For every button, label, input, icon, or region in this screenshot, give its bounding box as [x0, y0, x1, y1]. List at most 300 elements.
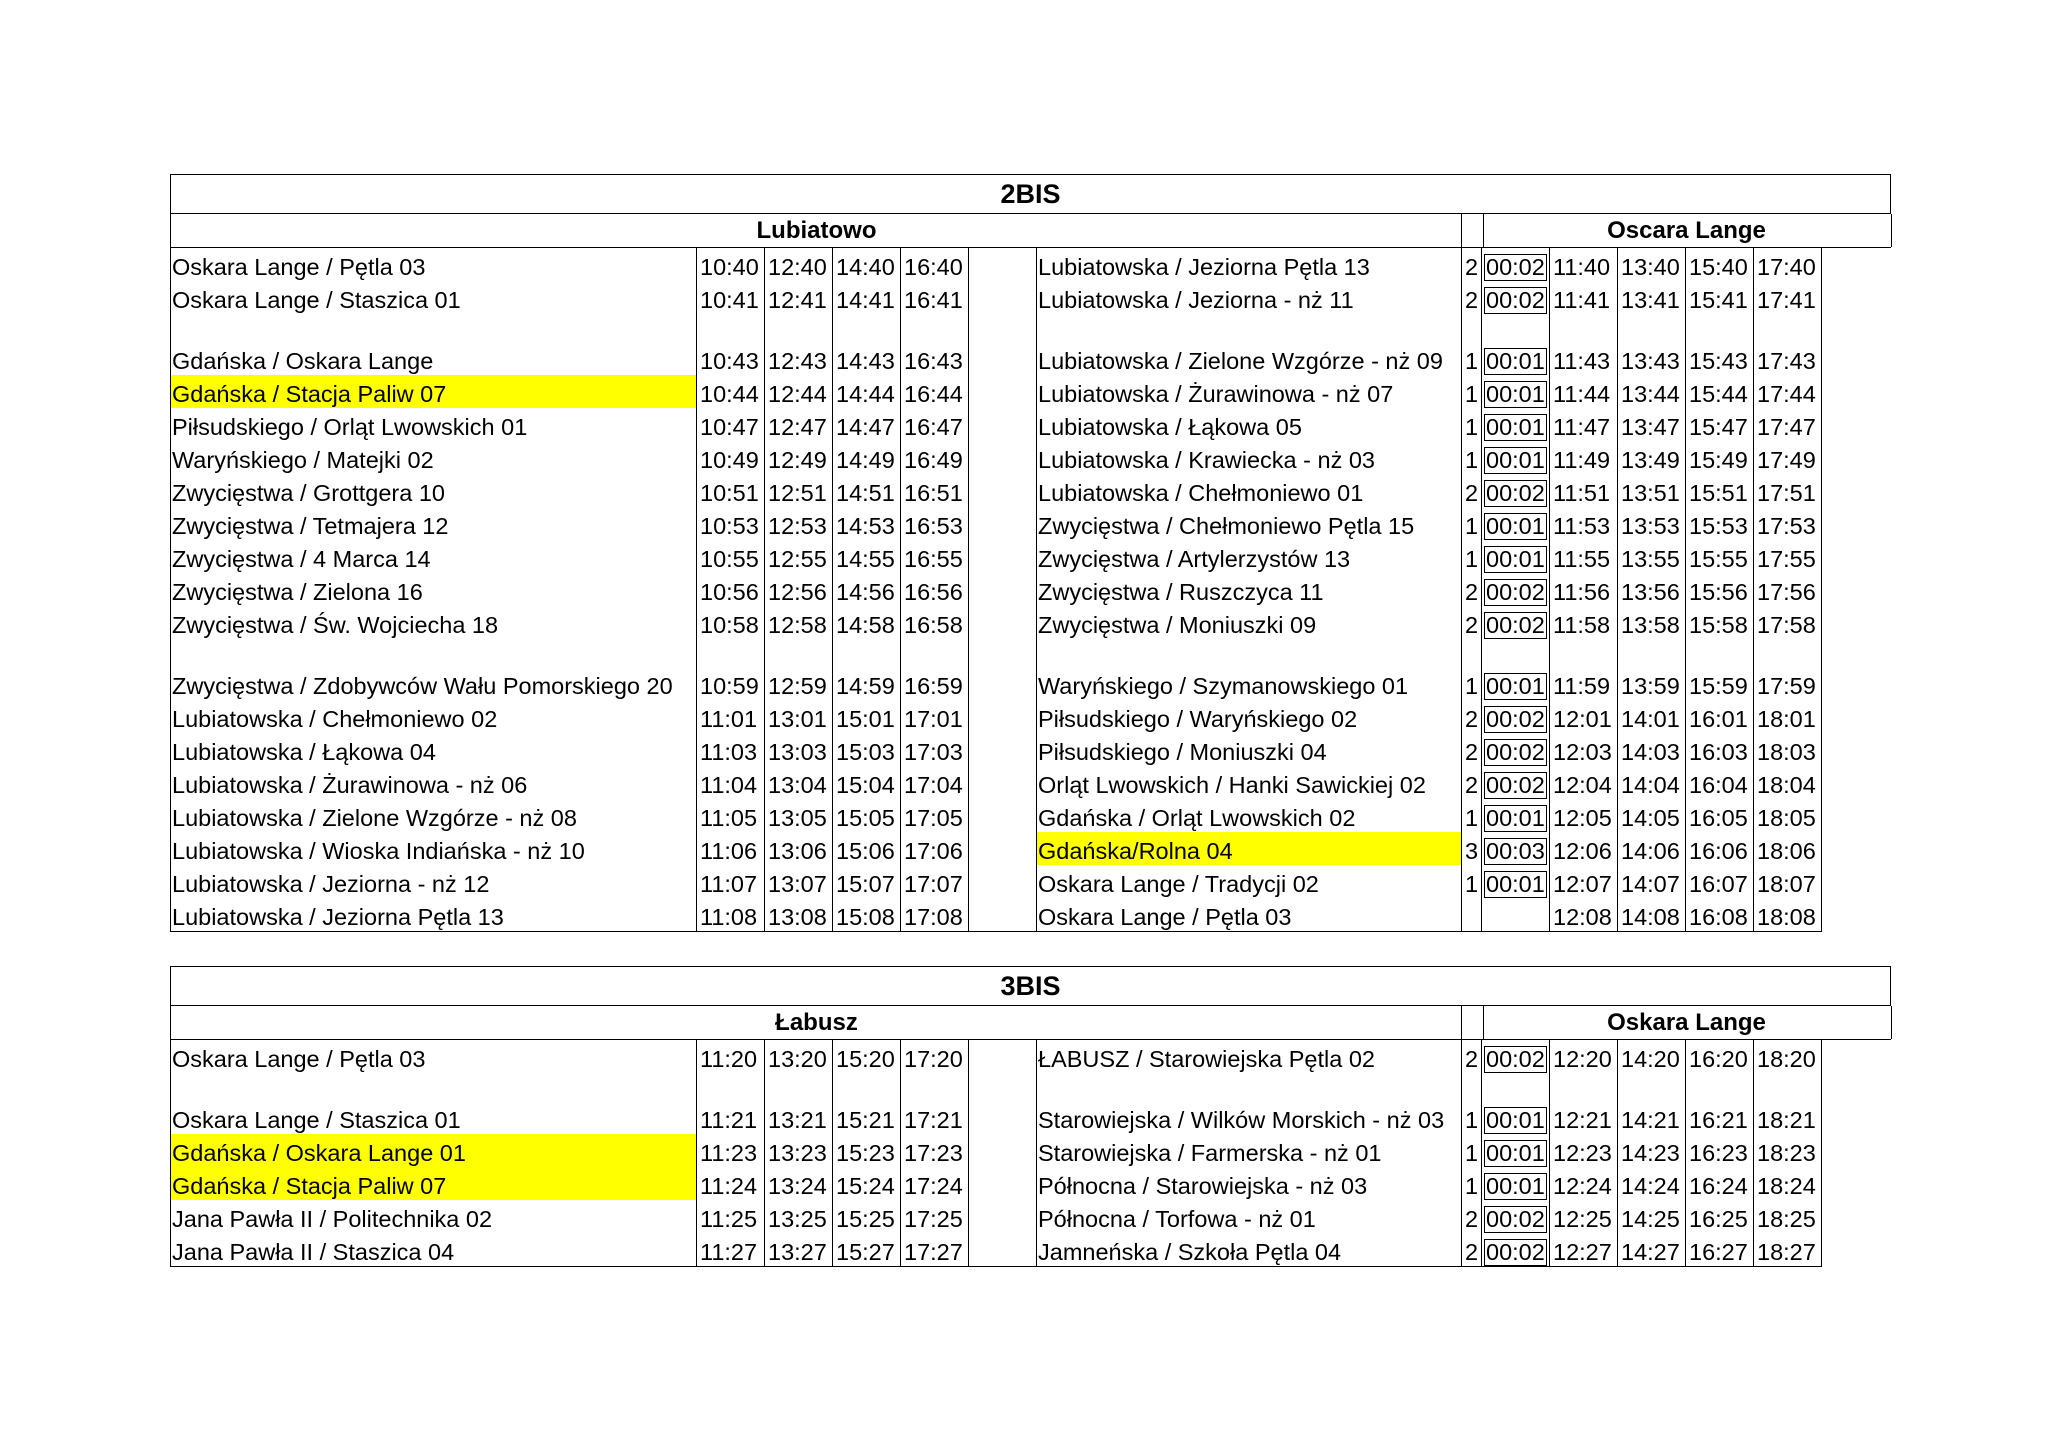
departure-time: 11:03: [697, 733, 765, 766]
interval-value: 00:01: [1486, 348, 1545, 374]
table-row: [171, 865, 1822, 898]
stop-name-outbound: Lubiatowska / Zielone Wzgórze - nż 08: [171, 799, 697, 832]
departure-time: 12:59: [765, 639, 833, 700]
departure-time: 11:01: [697, 700, 765, 733]
direction-header-left: Łabusz: [170, 1006, 1462, 1039]
departure-time: 10:40: [697, 248, 765, 281]
interval-cell: [1482, 507, 1550, 540]
departure-time: 11:44: [1550, 375, 1618, 408]
departure-time: 16:07: [1686, 865, 1754, 898]
departure-time: 13:55: [1618, 540, 1686, 573]
interval-cell: [1482, 281, 1550, 314]
table-row: [171, 441, 1822, 474]
column-gap: [969, 281, 1037, 314]
departure-time: 16:47: [901, 408, 969, 441]
departure-time: 11:43: [1550, 314, 1618, 375]
departure-time: 16:03: [1686, 733, 1754, 766]
departure-time: 14:43: [833, 314, 901, 375]
departure-time: 14:49: [833, 441, 901, 474]
departure-time: 15:25: [833, 1200, 901, 1233]
interval-value: 00:01: [1486, 546, 1545, 572]
travel-offset: 3: [1462, 832, 1482, 865]
departure-time: 16:23: [1686, 1134, 1754, 1167]
travel-offset: 2: [1462, 248, 1482, 281]
route-title: 3BIS: [170, 966, 1891, 1006]
table-row: [171, 733, 1822, 766]
departure-time: 12:41: [765, 281, 833, 314]
departure-time: 17:53: [1754, 507, 1822, 540]
interval-value: 00:02: [1486, 612, 1545, 638]
interval-value: 00:01: [1486, 1107, 1545, 1133]
table-row: [171, 700, 1822, 733]
departure-time: 15:49: [1686, 441, 1754, 474]
stop-name-outbound: Lubiatowska / Jeziorna Pętla 13: [171, 898, 697, 932]
departure-time: 11:41: [1550, 281, 1618, 314]
departure-time: 14:07: [1618, 865, 1686, 898]
departure-time: 13:06: [765, 832, 833, 865]
departure-time: 13:44: [1618, 375, 1686, 408]
column-gap: [969, 1167, 1037, 1200]
column-gap: [969, 408, 1037, 441]
stop-name-return: Waryńskiego / Szymanowskiego 01: [1037, 639, 1462, 700]
departure-time: 15:01: [833, 700, 901, 733]
stop-name-return: Lubiatowska / Łąkowa 05: [1037, 408, 1462, 441]
departure-time: 12:44: [765, 375, 833, 408]
departure-time: 11:04: [697, 766, 765, 799]
stop-name-return: Lubiatowska / Jeziorna Pętla 13: [1037, 248, 1462, 281]
travel-offset: 2: [1462, 281, 1482, 314]
departure-time: 12:21: [1550, 1073, 1618, 1134]
travel-offset: 1: [1462, 639, 1482, 700]
stop-name-return: Zwycięstwa / Ruszczyca 11: [1037, 573, 1462, 606]
departure-time: 12:27: [1550, 1233, 1618, 1267]
departure-time: 13:53: [1618, 507, 1686, 540]
interval-cell: [1482, 1200, 1550, 1233]
travel-offset: 1: [1462, 375, 1482, 408]
travel-offset: 1: [1462, 441, 1482, 474]
travel-offset: 2: [1462, 1040, 1482, 1073]
stop-name-return: Piłsudskiego / Waryńskiego 02: [1037, 700, 1462, 733]
departure-time: 13:23: [765, 1134, 833, 1167]
interval-cell: [1482, 474, 1550, 507]
departure-time: 13:56: [1618, 573, 1686, 606]
departure-time: 16:59: [901, 639, 969, 700]
departure-time: 13:01: [765, 700, 833, 733]
departure-time: 17:07: [901, 865, 969, 898]
column-gap: [969, 766, 1037, 799]
departure-time: 13:20: [765, 1040, 833, 1073]
column-gap: [969, 832, 1037, 865]
interval-value: 00:01: [1486, 805, 1545, 831]
departure-time: 18:01: [1754, 700, 1822, 733]
departure-time: 12:04: [1550, 766, 1618, 799]
departure-time: 15:20: [833, 1040, 901, 1073]
departure-time: 12:53: [765, 507, 833, 540]
column-gap: [969, 700, 1037, 733]
departure-time: 11:25: [697, 1200, 765, 1233]
departure-time: 14:58: [833, 606, 901, 639]
interval-cell: [1482, 540, 1550, 573]
departure-time: 16:43: [901, 314, 969, 375]
interval-value: 00:01: [1486, 1173, 1545, 1199]
table-row: [171, 408, 1822, 441]
departure-time: 15:23: [833, 1134, 901, 1167]
departure-time: 18:20: [1754, 1040, 1822, 1073]
departure-time: 10:59: [697, 639, 765, 700]
departure-time: 11:51: [1550, 474, 1618, 507]
departure-time: 17:59: [1754, 639, 1822, 700]
departure-time: 18:25: [1754, 1200, 1822, 1233]
interval-value: 00:02: [1486, 579, 1545, 605]
column-gap: [969, 314, 1037, 375]
departure-time: 17:41: [1754, 281, 1822, 314]
departure-time: 14:04: [1618, 766, 1686, 799]
departure-time: 11:59: [1550, 639, 1618, 700]
departure-time: 11:20: [697, 1040, 765, 1073]
table-row: [171, 639, 1822, 700]
departure-time: 17:08: [901, 898, 969, 932]
column-gap: [969, 898, 1037, 932]
departure-time: 17:06: [901, 832, 969, 865]
departure-time: 16:24: [1686, 1167, 1754, 1200]
stop-name-outbound: Lubiatowska / Jeziorna - nż 12: [171, 865, 697, 898]
interval-cell: [1482, 733, 1550, 766]
column-gap: [969, 639, 1037, 700]
departure-time: 13:59: [1618, 639, 1686, 700]
stop-name-return: Gdańska / Orląt Lwowskich 02: [1037, 799, 1462, 832]
departure-time: 14:44: [833, 375, 901, 408]
departure-time: 15:55: [1686, 540, 1754, 573]
departure-time: 14:51: [833, 474, 901, 507]
stop-name-return: Gdańska/Rolna 04: [1037, 832, 1462, 865]
table-row: [171, 375, 1822, 408]
direction-header-left: Lubiatowo: [170, 214, 1462, 247]
departure-time: 15:06: [833, 832, 901, 865]
stop-name-return: Północna / Torfowa - nż 01: [1037, 1200, 1462, 1233]
stop-name-outbound: Lubiatowska / Żurawinowa - nż 06: [171, 766, 697, 799]
stop-name-outbound: Oskara Lange / Pętla 03: [171, 1040, 697, 1073]
departure-time: 13:04: [765, 766, 833, 799]
travel-offset: 2: [1462, 474, 1482, 507]
travel-offset: 1: [1462, 314, 1482, 375]
departure-time: 14:06: [1618, 832, 1686, 865]
departure-time: 15:24: [833, 1167, 901, 1200]
interval-value: 00:01: [1486, 673, 1545, 699]
departure-time: 16:25: [1686, 1200, 1754, 1233]
departure-time: 12:51: [765, 474, 833, 507]
interval-value: 00:01: [1486, 381, 1545, 407]
departure-time: 11:05: [697, 799, 765, 832]
travel-offset: 2: [1462, 700, 1482, 733]
interval-cell: [1482, 1233, 1550, 1267]
departure-time: 15:40: [1686, 248, 1754, 281]
interval-value: 00:02: [1486, 739, 1545, 765]
stop-name-return: Starowiejska / Wilków Morskich - nż 03: [1037, 1073, 1462, 1134]
table-row: [171, 1134, 1822, 1167]
table-row: [171, 1073, 1822, 1134]
departure-time: 11:47: [1550, 408, 1618, 441]
departure-time: 15:27: [833, 1233, 901, 1267]
timetable-2bis: [170, 174, 1891, 932]
interval-cell: [1482, 573, 1550, 606]
schedule-table: [170, 248, 1822, 932]
interval-value: 00:01: [1486, 513, 1545, 539]
departure-time: 18:06: [1754, 832, 1822, 865]
stop-name-return: Lubiatowska / Zielone Wzgórze - nż 09: [1037, 314, 1462, 375]
interval-cell: [1482, 1134, 1550, 1167]
departure-time: 11:58: [1550, 606, 1618, 639]
departure-time: 10:47: [697, 408, 765, 441]
departure-time: 15:44: [1686, 375, 1754, 408]
departure-time: 15:04: [833, 766, 901, 799]
table-row: [171, 540, 1822, 573]
interval-cell: [1482, 375, 1550, 408]
column-gap: [969, 1200, 1037, 1233]
interval-cell: [1482, 606, 1550, 639]
interval-cell: [1482, 898, 1550, 932]
departure-time: 11:06: [697, 832, 765, 865]
departure-time: 17:56: [1754, 573, 1822, 606]
departure-time: 11:21: [697, 1073, 765, 1134]
departure-time: 13:40: [1618, 248, 1686, 281]
table-row: [171, 281, 1822, 314]
stop-name-outbound: Gdańska / Stacja Paliw 07: [171, 375, 697, 408]
departure-time: 12:55: [765, 540, 833, 573]
departure-time: 11:07: [697, 865, 765, 898]
interval-value: 00:02: [1486, 1239, 1545, 1265]
departure-time: 16:06: [1686, 832, 1754, 865]
header-spacer: [1461, 1006, 1484, 1039]
timetable-3bis: [170, 966, 1891, 1267]
table-row: [171, 799, 1822, 832]
interval-cell: [1482, 700, 1550, 733]
departure-time: 15:05: [833, 799, 901, 832]
departure-time: 12:07: [1550, 865, 1618, 898]
departure-time: 10:58: [697, 606, 765, 639]
column-gap: [969, 375, 1037, 408]
column-gap: [969, 573, 1037, 606]
departure-time: 10:53: [697, 507, 765, 540]
interval-cell: [1482, 865, 1550, 898]
table-row: [171, 507, 1822, 540]
departure-time: 16:20: [1686, 1040, 1754, 1073]
departure-time: 17:05: [901, 799, 969, 832]
interval-value: 00:01: [1486, 1140, 1545, 1166]
departure-time: 15:41: [1686, 281, 1754, 314]
interval-cell: [1482, 248, 1550, 281]
table-row: [171, 1200, 1822, 1233]
interval-value: 00:02: [1486, 254, 1545, 280]
stop-name-return: Starowiejska / Farmerska - nż 01: [1037, 1134, 1462, 1167]
departure-time: 16:49: [901, 441, 969, 474]
departure-time: 13:21: [765, 1073, 833, 1134]
departure-time: 10:49: [697, 441, 765, 474]
departure-time: 17:27: [901, 1233, 969, 1267]
stop-name-outbound: Oskara Lange / Pętla 03: [171, 248, 697, 281]
departure-time: 17:44: [1754, 375, 1822, 408]
stop-name-outbound: Gdańska / Stacja Paliw 07: [171, 1167, 697, 1200]
departure-time: 14:59: [833, 639, 901, 700]
column-gap: [969, 474, 1037, 507]
interval-cell: [1482, 832, 1550, 865]
departure-time: 17:43: [1754, 314, 1822, 375]
departure-time: 15:07: [833, 865, 901, 898]
table-row: [171, 248, 1822, 281]
departure-time: 12:01: [1550, 700, 1618, 733]
departure-time: 14:05: [1618, 799, 1686, 832]
interval-value: 00:02: [1486, 480, 1545, 506]
departure-time: 13:07: [765, 865, 833, 898]
departure-time: 17:04: [901, 766, 969, 799]
travel-offset: 2: [1462, 766, 1482, 799]
stop-name-return: Północna / Starowiejska - nż 03: [1037, 1167, 1462, 1200]
travel-offset: 1: [1462, 799, 1482, 832]
table-row: [171, 1233, 1822, 1267]
interval-cell: [1482, 799, 1550, 832]
stop-name-outbound: Jana Pawła II / Politechnika 02: [171, 1200, 697, 1233]
departure-time: 16:56: [901, 573, 969, 606]
interval-value: 00:02: [1486, 287, 1545, 313]
table-row: [171, 1040, 1822, 1073]
departure-time: 11:40: [1550, 248, 1618, 281]
stop-name-return: Lubiatowska / Krawiecka - nż 03: [1037, 441, 1462, 474]
departure-time: 12:20: [1550, 1040, 1618, 1073]
column-gap: [969, 1040, 1037, 1073]
column-gap: [969, 1073, 1037, 1134]
departure-time: 13:43: [1618, 314, 1686, 375]
stop-name-return: Lubiatowska / Jeziorna - nż 11: [1037, 281, 1462, 314]
column-gap: [969, 540, 1037, 573]
departure-time: 12:58: [765, 606, 833, 639]
stop-name-outbound: Lubiatowska / Wioska Indiańska - nż 10: [171, 832, 697, 865]
departure-time: 16:58: [901, 606, 969, 639]
departure-time: 13:03: [765, 733, 833, 766]
departure-time: 16:40: [901, 248, 969, 281]
interval-cell: [1482, 314, 1550, 375]
travel-offset: [1462, 898, 1482, 932]
departure-time: 14:47: [833, 408, 901, 441]
departure-time: 18:04: [1754, 766, 1822, 799]
stop-name-outbound: Gdańska / Oskara Lange 01: [171, 1134, 697, 1167]
stop-name-outbound: Oskara Lange / Staszica 01: [171, 281, 697, 314]
departure-time: 12:43: [765, 314, 833, 375]
departure-time: 11:08: [697, 898, 765, 932]
departure-time: 12:03: [1550, 733, 1618, 766]
departure-time: 18:03: [1754, 733, 1822, 766]
departure-time: 17:21: [901, 1073, 969, 1134]
stop-name-outbound: Piłsudskiego / Orląt Lwowskich 01: [171, 408, 697, 441]
interval-value: 00:02: [1486, 706, 1545, 732]
departure-time: 12:49: [765, 441, 833, 474]
departure-time: 14:08: [1618, 898, 1686, 932]
departure-time: 17:24: [901, 1167, 969, 1200]
stop-name-outbound: Zwycięstwa / Zdobywców Wału Pomorskiego 20: [171, 639, 697, 700]
travel-offset: 1: [1462, 1134, 1482, 1167]
direction-header-right: Oscara Lange: [1482, 214, 1892, 247]
departure-time: 15:03: [833, 733, 901, 766]
departure-time: 16:41: [901, 281, 969, 314]
interval-value: 00:02: [1486, 1206, 1545, 1232]
stop-name-outbound: Zwycięstwa / Zielona 16: [171, 573, 697, 606]
table-row: [171, 314, 1822, 375]
departure-time: 18:27: [1754, 1233, 1822, 1267]
departure-time: 17:51: [1754, 474, 1822, 507]
departure-time: 13:47: [1618, 408, 1686, 441]
stop-name-outbound: Zwycięstwa / 4 Marca 14: [171, 540, 697, 573]
departure-time: 15:47: [1686, 408, 1754, 441]
departure-time: 17:40: [1754, 248, 1822, 281]
departure-time: 11:24: [697, 1167, 765, 1200]
table-row: [171, 766, 1822, 799]
departure-time: 15:51: [1686, 474, 1754, 507]
stop-name-outbound: Oskara Lange / Staszica 01: [171, 1073, 697, 1134]
departure-time: 16:05: [1686, 799, 1754, 832]
direction-header-right: Oskara Lange: [1482, 1006, 1892, 1039]
departure-time: 17:47: [1754, 408, 1822, 441]
departure-time: 12:47: [765, 408, 833, 441]
travel-offset: 1: [1462, 507, 1482, 540]
departure-time: 14:25: [1618, 1200, 1686, 1233]
interval-value: 00:02: [1486, 1046, 1545, 1072]
departure-time: 11:55: [1550, 540, 1618, 573]
departure-time: 11:56: [1550, 573, 1618, 606]
departure-time: 12:05: [1550, 799, 1618, 832]
column-gap: [969, 1233, 1037, 1267]
departure-time: 16:51: [901, 474, 969, 507]
departure-time: 12:25: [1550, 1200, 1618, 1233]
departure-time: 14:56: [833, 573, 901, 606]
stop-name-outbound: Zwycięstwa / Tetmajera 12: [171, 507, 697, 540]
stop-name-return: Zwycięstwa / Chełmoniewo Pętla 15: [1037, 507, 1462, 540]
stop-name-outbound: Lubiatowska / Chełmoniewo 02: [171, 700, 697, 733]
column-gap: [969, 1134, 1037, 1167]
departure-time: 16:01: [1686, 700, 1754, 733]
travel-offset: 2: [1462, 1233, 1482, 1267]
departure-time: 13:51: [1618, 474, 1686, 507]
interval-value: 00:01: [1486, 871, 1545, 897]
column-gap: [969, 799, 1037, 832]
stop-name-return: ŁABUSZ / Starowiejska Pętla 02: [1037, 1040, 1462, 1073]
departure-time: 17:01: [901, 700, 969, 733]
stop-name-outbound: Zwycięstwa / Św. Wojciecha 18: [171, 606, 697, 639]
interval-value: 00:01: [1486, 447, 1545, 473]
departure-time: 11:23: [697, 1134, 765, 1167]
header-spacer: [1461, 214, 1484, 247]
stop-name-return: Oskara Lange / Pętla 03: [1037, 898, 1462, 932]
travel-offset: 1: [1462, 1167, 1482, 1200]
interval-cell: [1482, 766, 1550, 799]
interval-value: 00:02: [1486, 772, 1545, 798]
table-row: [171, 606, 1822, 639]
departure-time: 11:27: [697, 1233, 765, 1267]
departure-time: 15:43: [1686, 314, 1754, 375]
interval-cell: [1482, 441, 1550, 474]
departure-time: 13:25: [765, 1200, 833, 1233]
departure-time: 14:21: [1618, 1073, 1686, 1134]
departure-time: 16:27: [1686, 1233, 1754, 1267]
departure-time: 10:55: [697, 540, 765, 573]
departure-time: 18:23: [1754, 1134, 1822, 1167]
departure-time: 12:24: [1550, 1167, 1618, 1200]
travel-offset: 1: [1462, 1073, 1482, 1134]
travel-offset: 2: [1462, 1200, 1482, 1233]
departure-time: 10:51: [697, 474, 765, 507]
departure-time: 18:08: [1754, 898, 1822, 932]
departure-time: 12:06: [1550, 832, 1618, 865]
departure-time: 16:53: [901, 507, 969, 540]
interval-value: 00:03: [1486, 838, 1545, 864]
table-row: [171, 898, 1822, 932]
